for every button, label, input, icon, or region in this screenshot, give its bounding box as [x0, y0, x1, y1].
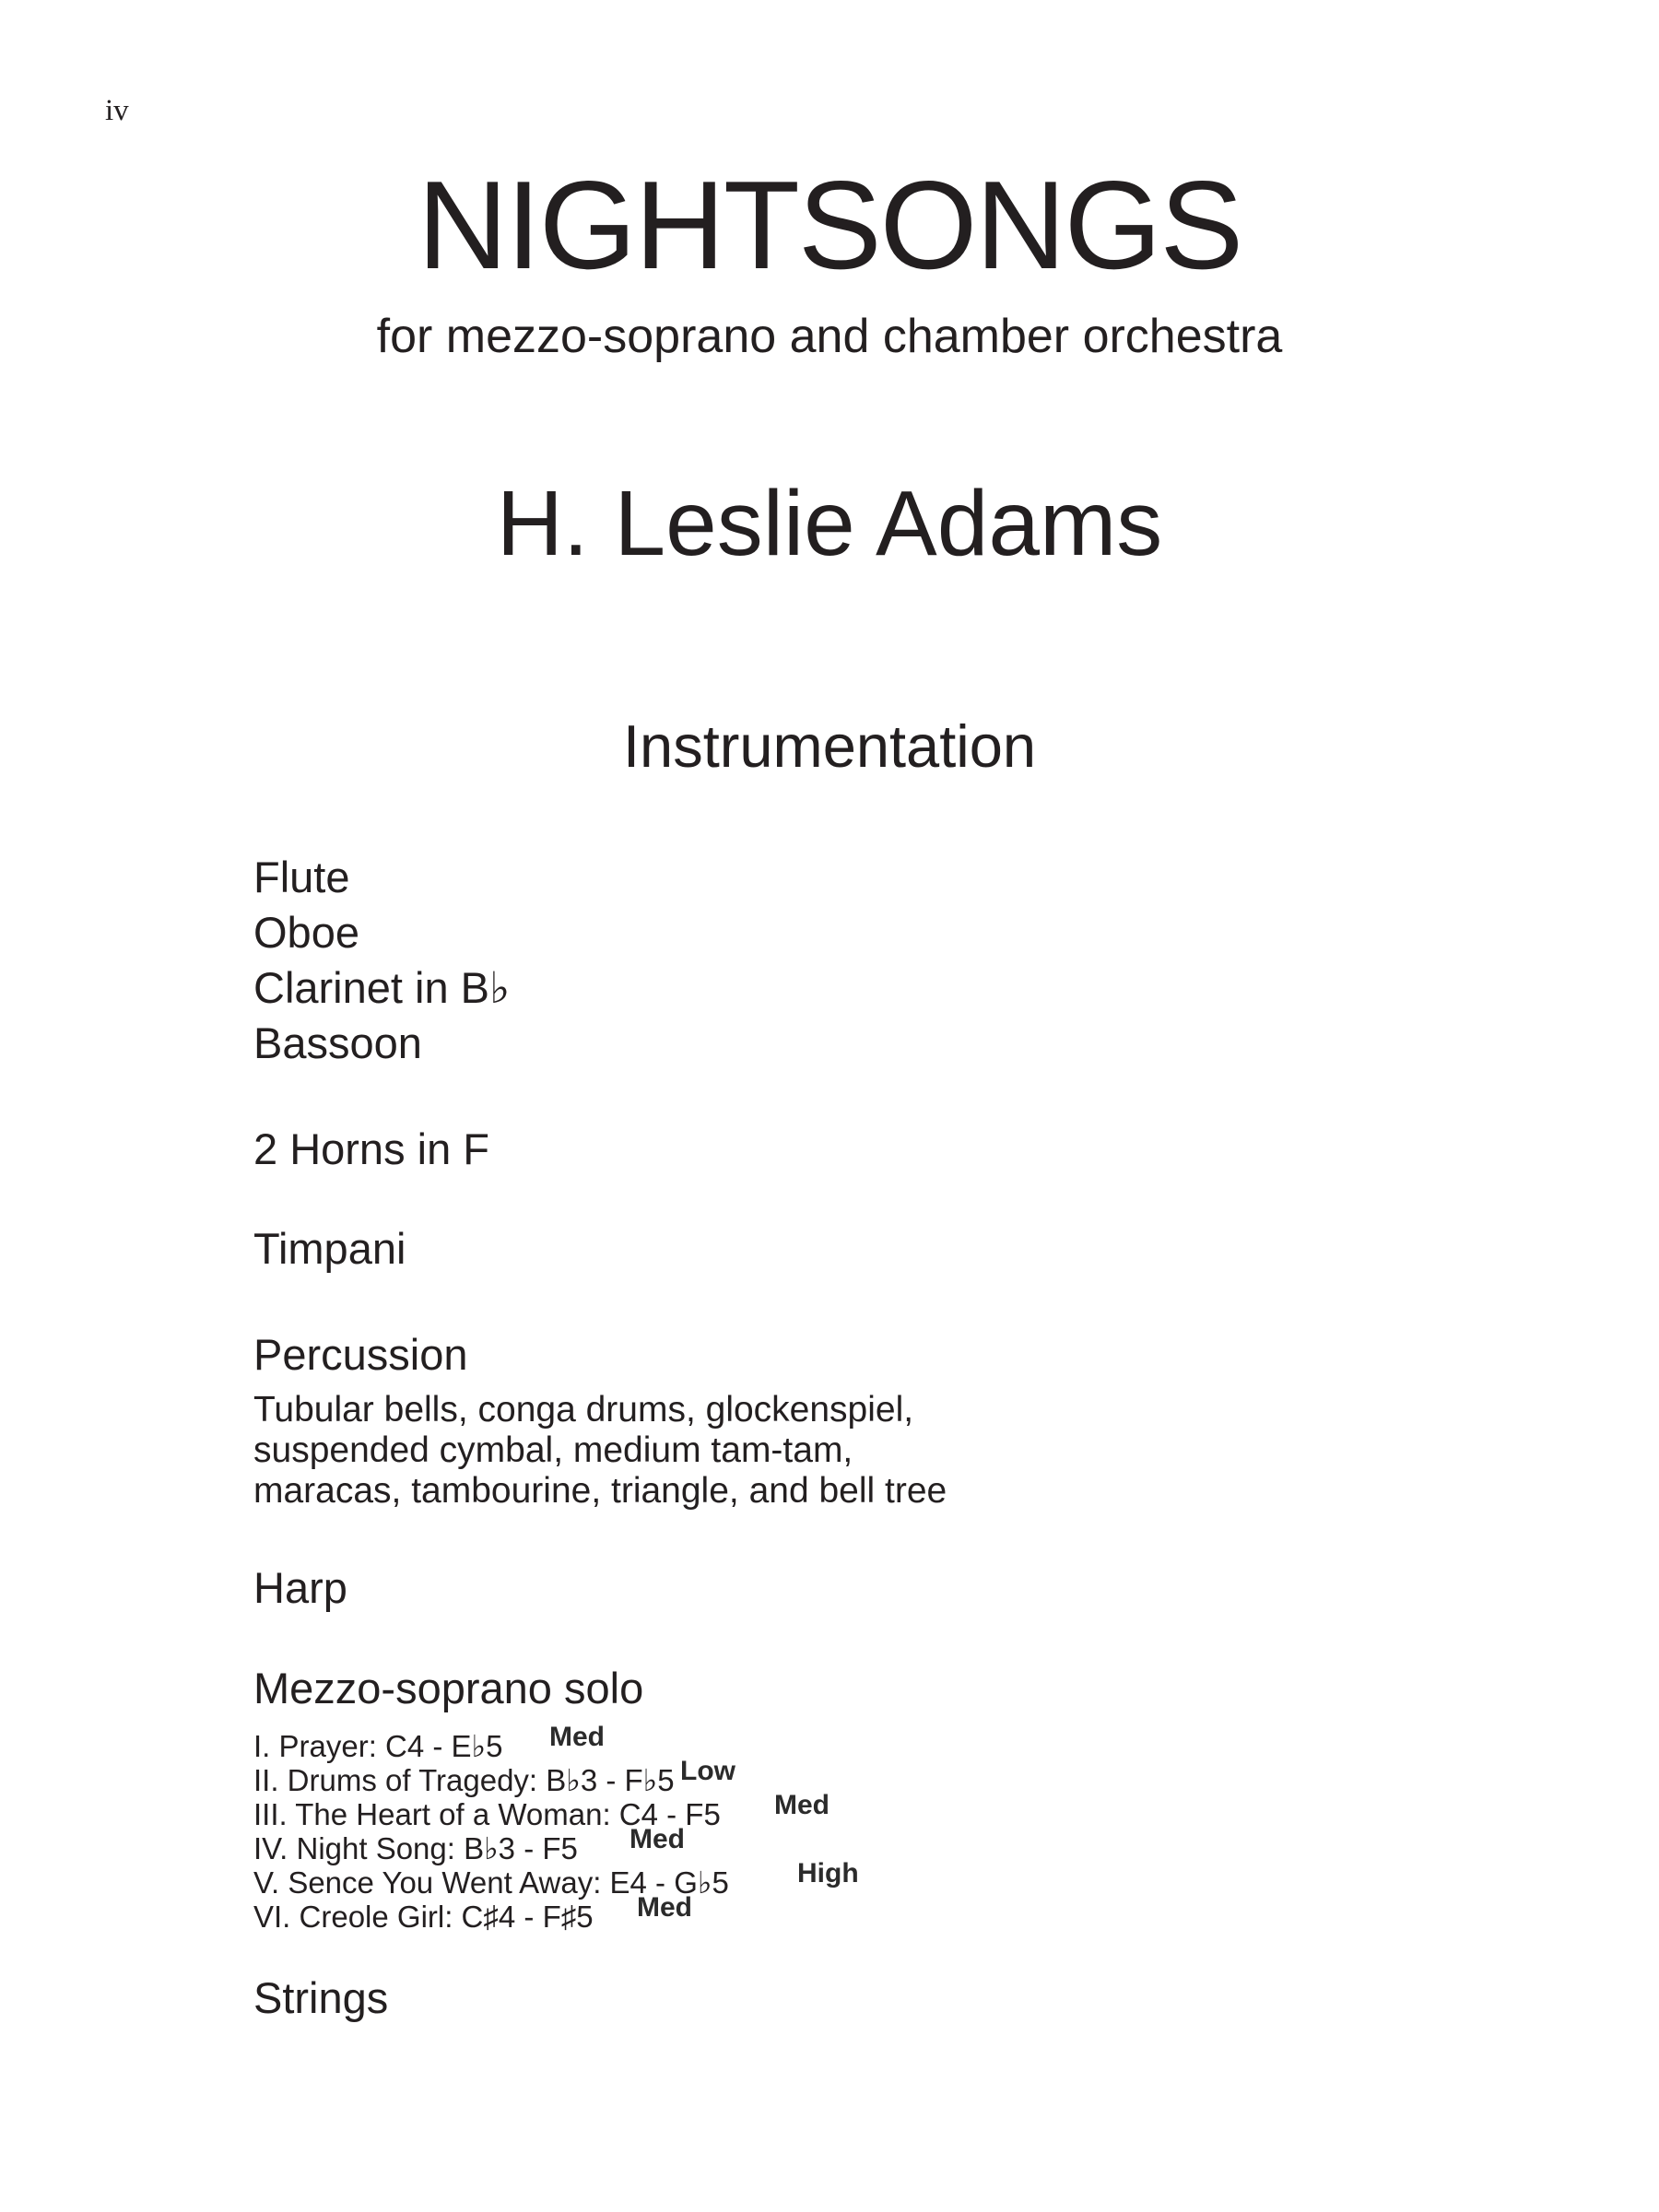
song-row	[253, 1722, 729, 1763]
mezzo-soprano-item: Mezzo-soprano solo	[253, 1664, 644, 1712]
song-title-and-range: III. The Heart of a Woman: C4 - F5	[253, 1797, 721, 1831]
instrument-item: Oboe	[253, 908, 359, 957]
song-list	[253, 1722, 859, 1934]
voice-range-annotation: Med	[774, 1790, 830, 1820]
instrument-item: Flute	[253, 853, 350, 901]
song-row	[253, 1892, 729, 1934]
voice-range-annotation: Med	[629, 1824, 685, 1854]
instrumentation-heading: Instrumentation	[622, 712, 1037, 780]
harp-item: Harp	[253, 1563, 347, 1612]
instrument-item: Clarinet in B♭	[253, 963, 511, 1012]
song-row	[253, 1756, 735, 1797]
percussion-detail-line: Tubular bells, conga drums, glockenspiel,	[253, 1390, 914, 1430]
strings-item: Strings	[253, 1973, 389, 2022]
percussion-detail-line: suspended cymbal, medium tam-tam,	[253, 1430, 853, 1470]
song-title-and-range: VI. Creole Girl: C♯4 - F♯5	[253, 1900, 594, 1934]
song-title-and-range: IV. Night Song: B♭3 - F5	[253, 1831, 578, 1865]
brass-item: 2 Horns in F	[253, 1124, 489, 1173]
woodwinds-list	[253, 850, 510, 1071]
voice-range-annotation: Low	[680, 1756, 735, 1786]
voice-range-annotation: Med	[549, 1722, 605, 1752]
work-title: NIGHTSONGS	[417, 155, 1242, 295]
timpani-item: Timpani	[253, 1224, 406, 1273]
page-number: iv	[105, 94, 129, 127]
percussion-item: Percussion	[253, 1330, 468, 1379]
voice-range-annotation: High	[797, 1858, 859, 1888]
song-title-and-range: II. Drums of Tragedy: B♭3 - F♭5	[253, 1763, 675, 1797]
song-row	[253, 1824, 729, 1865]
song-title-and-range: V. Sence You Went Away: E4 - G♭5	[253, 1865, 729, 1900]
instrument-item: Bassoon	[253, 1018, 422, 1067]
composer-name: H. Leslie Adams	[496, 472, 1163, 575]
song-title-and-range: I. Prayer: C4 - E♭5	[253, 1729, 503, 1763]
percussion-detail-list	[253, 1390, 947, 1512]
percussion-detail-line: maracas, tambourine, triangle, and bell tree	[253, 1471, 947, 1511]
voice-range-annotation: Med	[637, 1892, 692, 1923]
work-subtitle: for mezzo-soprano and chamber orchestra	[376, 310, 1283, 363]
